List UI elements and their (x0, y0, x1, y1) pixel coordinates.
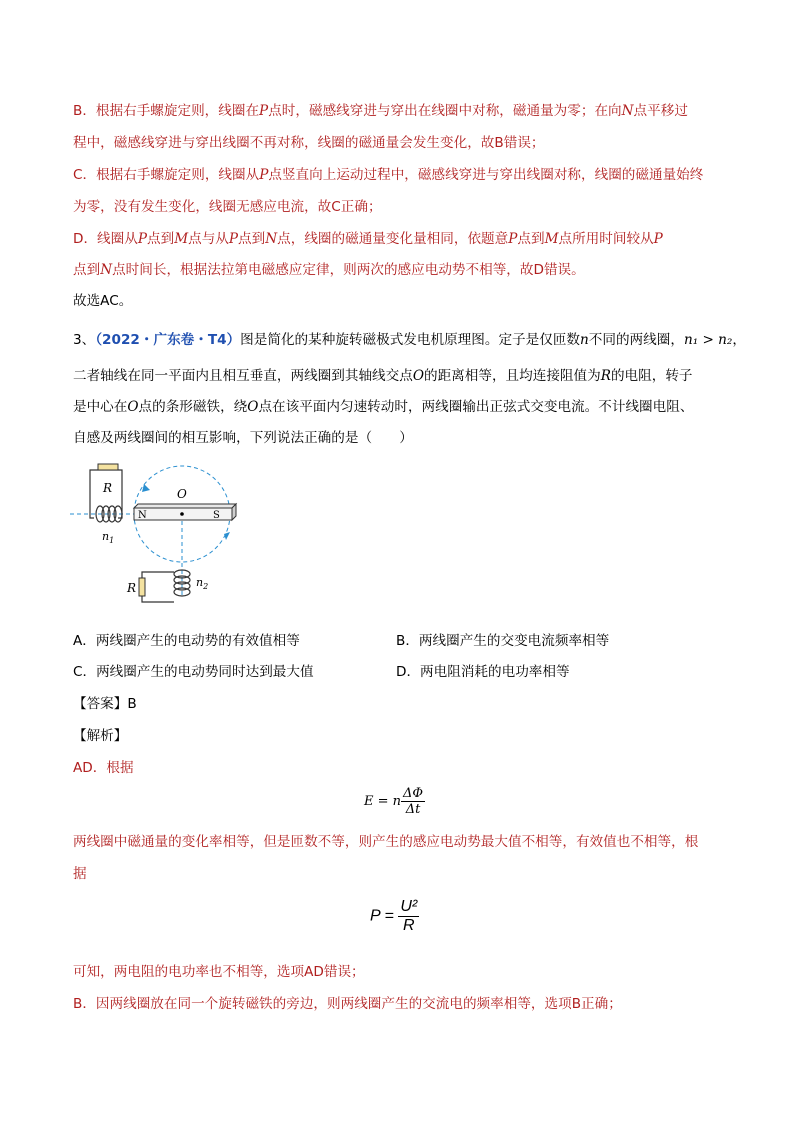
var-p: P (228, 231, 239, 247)
numerator: ΔΦ (403, 786, 424, 801)
question-number: 3、 (73, 332, 96, 348)
var-o: O (127, 399, 139, 415)
option-d[interactable]: D．两电阻消耗的电功率相等 (396, 664, 570, 680)
var-p: P (259, 167, 269, 183)
option-b[interactable]: B．两线圈产生的交变电流频率相等 (396, 633, 610, 649)
label-n-pole: N (138, 510, 147, 521)
text: 点，线圈的磁通量变化量相同，依题意 (277, 231, 509, 247)
var-p: P (259, 103, 269, 119)
arrow-icon (224, 532, 230, 540)
text: 的距离相等，且均连接阻值为 (424, 368, 601, 384)
text: 点时间长，根据法拉第电磁感应定律，则两次的感应电动势不相等，故D错误。 (112, 262, 585, 278)
text: 的电阻，转子 (610, 368, 693, 384)
text: 点平移过 (633, 103, 688, 119)
text: 点到 (517, 231, 545, 247)
prev-option-b-line2: 程中，磁感线穿进与穿出线圈不再对称，线圈的磁通量会发生变化，故B错误； (73, 135, 545, 151)
analysis-b: B．因两线圈放在同一个旋转磁铁的旁边，则两线圈产生的交流电的频率相等，选项B正确； (73, 996, 622, 1012)
analysis-ad-conclusion: 可知，两电阻的电功率也不相等，选项AD错误； (73, 964, 365, 980)
wire (142, 572, 174, 602)
fraction (401, 786, 425, 817)
label-s-pole: S (213, 510, 220, 521)
arrow-icon (142, 484, 150, 492)
var-p: P (508, 231, 518, 247)
text: 不同的两线圈， (588, 332, 684, 348)
prev-option-d-line2 (73, 260, 585, 280)
text: 点竖直向上运动过程中，磁感线穿进与穿出线圈对称，线圈的磁通量始终 (268, 167, 704, 183)
denominator: Δt (405, 802, 421, 817)
label-r-top: R (103, 481, 113, 495)
var-p: P (137, 231, 147, 247)
generator-diagram (70, 462, 250, 612)
prev-option-c-line1 (73, 165, 703, 185)
option-c[interactable]: C．两线圈产生的电动势同时达到最大值 (73, 664, 314, 680)
prev-option-c-line2: 为零，没有发生变化，线圈无感应电流，故C正确； (73, 199, 382, 215)
text: 是中心在 (73, 399, 128, 415)
bar-magnet (134, 504, 236, 520)
question-line3 (73, 397, 693, 417)
label-o: O (177, 487, 187, 501)
prev-option-b-line1 (73, 101, 688, 121)
text: 图是简化的某种旋转磁极式发电机原理图。定子是仅匝数 (240, 332, 581, 348)
text: B．根据右手螺旋定则，线圈在 (73, 103, 260, 119)
text: 点到 (147, 231, 175, 247)
var-o: O (412, 368, 424, 384)
label-n1: $n_1$ (102, 530, 115, 545)
analysis-ad-line3: 据 (73, 866, 87, 882)
text: C．根据右手螺旋定则，线圈从 (73, 167, 260, 183)
label-n2: $n_2$ (196, 576, 209, 591)
analysis-ad-intro: AD．根据 (73, 760, 134, 776)
prev-option-d-line1 (73, 229, 663, 249)
resistor-top (98, 464, 118, 470)
analysis-ad-line2: 两线圈中磁通量的变化率相等，但是匝数不等，则产生的感应电动势最大值不相等，有效值也不相等，根 (73, 834, 699, 850)
var-m: M (174, 231, 189, 247)
var-o: O (247, 399, 259, 415)
text: 点到 (73, 262, 101, 278)
var-n: N (100, 262, 113, 278)
text: 点所用时间较从 (558, 231, 654, 247)
question-line2 (73, 366, 693, 386)
var-n: N (265, 231, 278, 247)
numerator: U² (400, 898, 418, 915)
condition-n1-gt-n2: n₁ > n₂ (683, 332, 733, 348)
var-r: R (600, 368, 611, 384)
text: ， (732, 332, 746, 348)
formula-power (370, 898, 419, 935)
center-point (180, 512, 184, 516)
var-p: P (653, 231, 663, 247)
text: D．线圈从 (73, 231, 138, 247)
question-line4: 自感及两线圈间的相互影响，下列说法正确的是（ ） (73, 430, 413, 446)
text: 二者轴线在同一平面内且相互垂直，两线圈到其轴线交点 (73, 368, 413, 384)
answer-label: 【答案】B (73, 696, 137, 712)
question-line1 (73, 330, 746, 350)
text: 点与从 (188, 231, 229, 247)
var-m: M (544, 231, 559, 247)
option-a[interactable]: A．两线圈产生的电动势的有效值相等 (73, 633, 300, 649)
formula-lhs: E = n (364, 794, 402, 809)
label-r-bottom: R (127, 581, 137, 595)
text: 点的条形磁铁，绕 (138, 399, 248, 415)
text: 点在该平面内匀速转动时，两线圈输出正弦式交变电流。不计线圈电阻、 (258, 399, 694, 415)
var-n: N (621, 103, 634, 119)
analysis-label: 【解析】 (73, 728, 128, 744)
question-source: （2022・广东卷・T4） (95, 332, 241, 348)
formula-lhs: P = (370, 907, 394, 925)
text: 点时，磁感线穿进与穿出在线圈中对称，磁通量为零；在向 (268, 103, 622, 119)
var-n: n (580, 332, 589, 348)
resistor-bottom (139, 578, 145, 596)
prev-conclusion: 故选AC。 (73, 293, 133, 309)
denominator: R (402, 917, 415, 934)
text: 点到 (238, 231, 266, 247)
formula-emf (364, 786, 425, 817)
fraction (398, 898, 419, 935)
